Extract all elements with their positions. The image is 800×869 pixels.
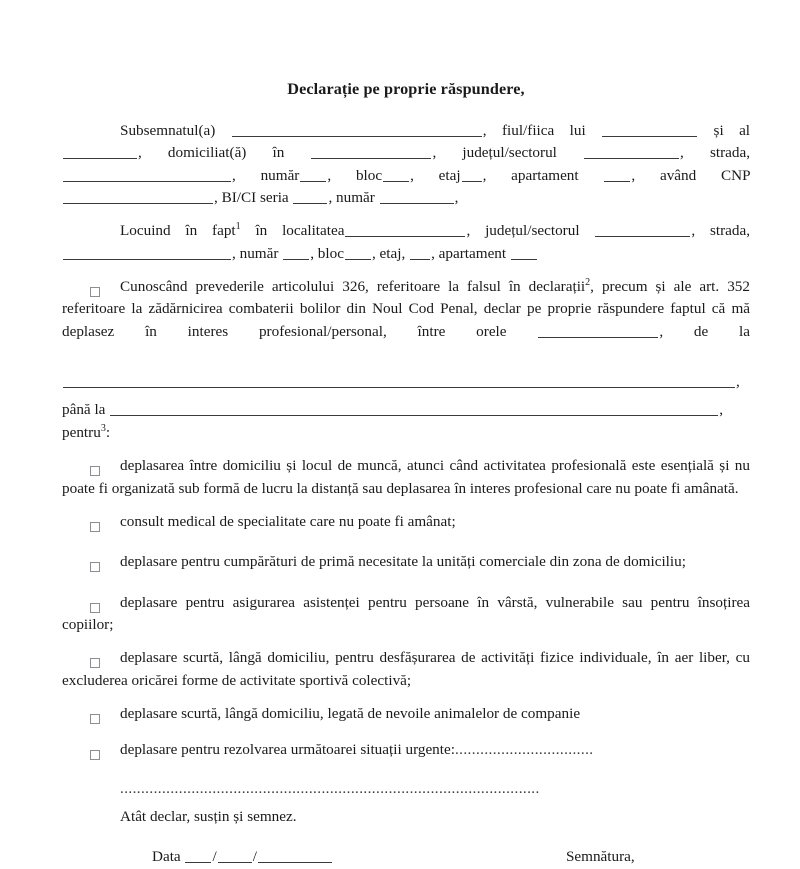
label-bici-numar: , număr (328, 188, 375, 206)
field-bici-numar[interactable] (380, 190, 454, 203)
option-label: deplasarea între domiciliu și locul de muncă, atunci când activitatea profesională este esențială și nu poate fi organizată sub formă de lucru la distanță sau deplasarea în interes profesional care nu poate fi amânată. (62, 457, 750, 497)
footnote-marker-3: 3 (100, 422, 106, 434)
field-data-an[interactable] (258, 850, 332, 863)
field-situatie-urgenta-continuare[interactable]: .................................................................................................... (120, 779, 540, 797)
footnote-marker-2: 2 (585, 276, 591, 288)
field-traseu-de-la[interactable] (63, 375, 735, 388)
field-resedinta-strada[interactable] (63, 246, 231, 259)
label-resedinta-judet-label: , județul/sectorul (466, 222, 580, 240)
date-separator-2: / (252, 848, 257, 866)
label-si-al: și al (713, 121, 751, 139)
date-field-group (152, 846, 333, 868)
closing-statement: Atât declar, susțin și semnez. (120, 808, 297, 826)
option-label: deplasare pentru asigurarea asistenței pentru persoane în vârstă, vulnerabile sau pentru însoțirea copiilor; (62, 593, 750, 633)
identity-block (62, 120, 750, 209)
label-apartament: , apartament (482, 166, 579, 184)
label-data: Data (152, 848, 181, 866)
field-domiciliu-judet[interactable] (584, 146, 679, 159)
field-cnp[interactable] (63, 190, 213, 203)
option-label: consult medical de specialitate care nu poate fi amânat; (120, 512, 456, 530)
label-bloc: , bloc (327, 166, 383, 184)
label-semnatura: Semnătura, (565, 848, 635, 866)
label-pentru: pentru (62, 423, 101, 441)
declaration-text (62, 276, 750, 365)
label-strada: , strada, (680, 144, 751, 162)
route-origin-row (62, 371, 750, 393)
field-domiciliu-strada[interactable] (63, 168, 231, 181)
option-row (62, 647, 750, 692)
document-body (62, 78, 750, 869)
field-nume-tata[interactable] (602, 123, 697, 136)
label-pentru-colon: : (105, 423, 111, 441)
label-locuind-in-fapt: Locuind în fapt (120, 222, 236, 240)
field-resedinta-etaj[interactable] (410, 246, 430, 259)
field-resedinta-numar[interactable] (283, 246, 309, 259)
option-row (62, 455, 750, 500)
label-in-localitatea: în localitatea (255, 222, 345, 240)
label-avand-cnp: , având CNP (631, 166, 750, 184)
label-identity-end: , (454, 188, 459, 206)
option-label: deplasare pentru rezolvarea următoarei situații urgente: (120, 741, 455, 759)
option-row (62, 511, 750, 540)
route-destination-comma: , (719, 400, 724, 418)
field-resedinta-localitate[interactable] (345, 224, 465, 237)
option-row (62, 739, 750, 768)
free-text-dotted-line (62, 778, 750, 800)
date-separator-1: / (212, 848, 217, 866)
footnote-marker-1: 1 (235, 221, 241, 233)
declaration-text-part1: Cunoscând prevederile articolului 326, referitoare la falsul în declarații (120, 277, 586, 295)
label-subsemnatul: Subsemnatul(a) (120, 121, 216, 139)
residence-block (62, 220, 750, 265)
option-row (62, 551, 750, 580)
field-ora-start[interactable] (538, 324, 658, 337)
field-data-zi[interactable] (185, 850, 211, 863)
field-resedinta-apartament[interactable] (511, 246, 537, 259)
field-situatie-urgenta-dots[interactable]: ................................. (454, 741, 594, 759)
label-pana-la: până la (62, 400, 106, 418)
label-resedinta-numar: , număr (232, 244, 279, 262)
label-de-la: , de la (659, 322, 750, 340)
route-origin-comma: , (736, 373, 740, 391)
field-domiciliu-etaj[interactable] (462, 168, 482, 181)
field-domiciliu-localitate[interactable] (311, 146, 431, 159)
label-resedinta-bloc: , bloc (310, 244, 344, 262)
label-etaj: , etaj (410, 166, 461, 184)
field-domiciliu-numar[interactable] (300, 168, 326, 181)
label-resedinta-etaj: , etaj, (371, 244, 406, 262)
option-label: deplasare scurtă, lângă domiciliu, legată de nevoile animalelor de companie (120, 705, 581, 723)
label-numar: , număr (232, 166, 300, 184)
route-destination-row (62, 399, 750, 421)
declaration-text-part2: , precum și ale art. 352 referitoare la zădărnicirea combaterii bolilor din Noul Cod Penal, declar pe proprie răspundere faptul că mă deplasez în interes profesional/personal, între orele (62, 277, 750, 340)
label-resedinta-strada-label: , strada, (691, 222, 750, 240)
field-data-luna[interactable] (218, 850, 252, 863)
purpose-label-row (62, 422, 750, 444)
label-resedinta-apartament: , apartament (431, 244, 507, 262)
label-fiul-fiica: , fiul/fiica lui (482, 121, 586, 139)
field-nume-prenume[interactable] (232, 123, 482, 136)
page-title: Declarație pe proprie răspundere, (287, 80, 525, 98)
field-nume-mama[interactable] (63, 146, 137, 159)
option-label-urgent (62, 739, 750, 761)
label-judetul-sectorul: , județul/sectorul (432, 144, 557, 162)
option-row (62, 592, 750, 637)
field-domiciliu-apartament[interactable] (604, 168, 630, 181)
field-resedinta-bloc[interactable] (345, 246, 371, 259)
field-bici-seria[interactable] (293, 190, 327, 203)
field-domiciliu-bloc[interactable] (383, 168, 409, 181)
field-traseu-pana-la[interactable] (110, 402, 718, 415)
option-label: deplasare pentru cumpărături de primă necesitate la unități comerciale din zona de domiciliu; (120, 553, 686, 571)
field-resedinta-judet[interactable] (595, 224, 690, 237)
declaration-row (62, 276, 750, 365)
signature-row (62, 846, 750, 868)
label-domiciliat: , domiciliat(ă) în (138, 144, 285, 162)
option-row (62, 703, 750, 732)
option-label: deplasare scurtă, lângă domiciliu, pentru desfășurarea de activități fizice individuale, în aer liber, cu excluderea oricărei forme de activitate sportivă colectivă; (62, 649, 750, 689)
label-bici-seria: , BI/CI seria (214, 188, 289, 206)
